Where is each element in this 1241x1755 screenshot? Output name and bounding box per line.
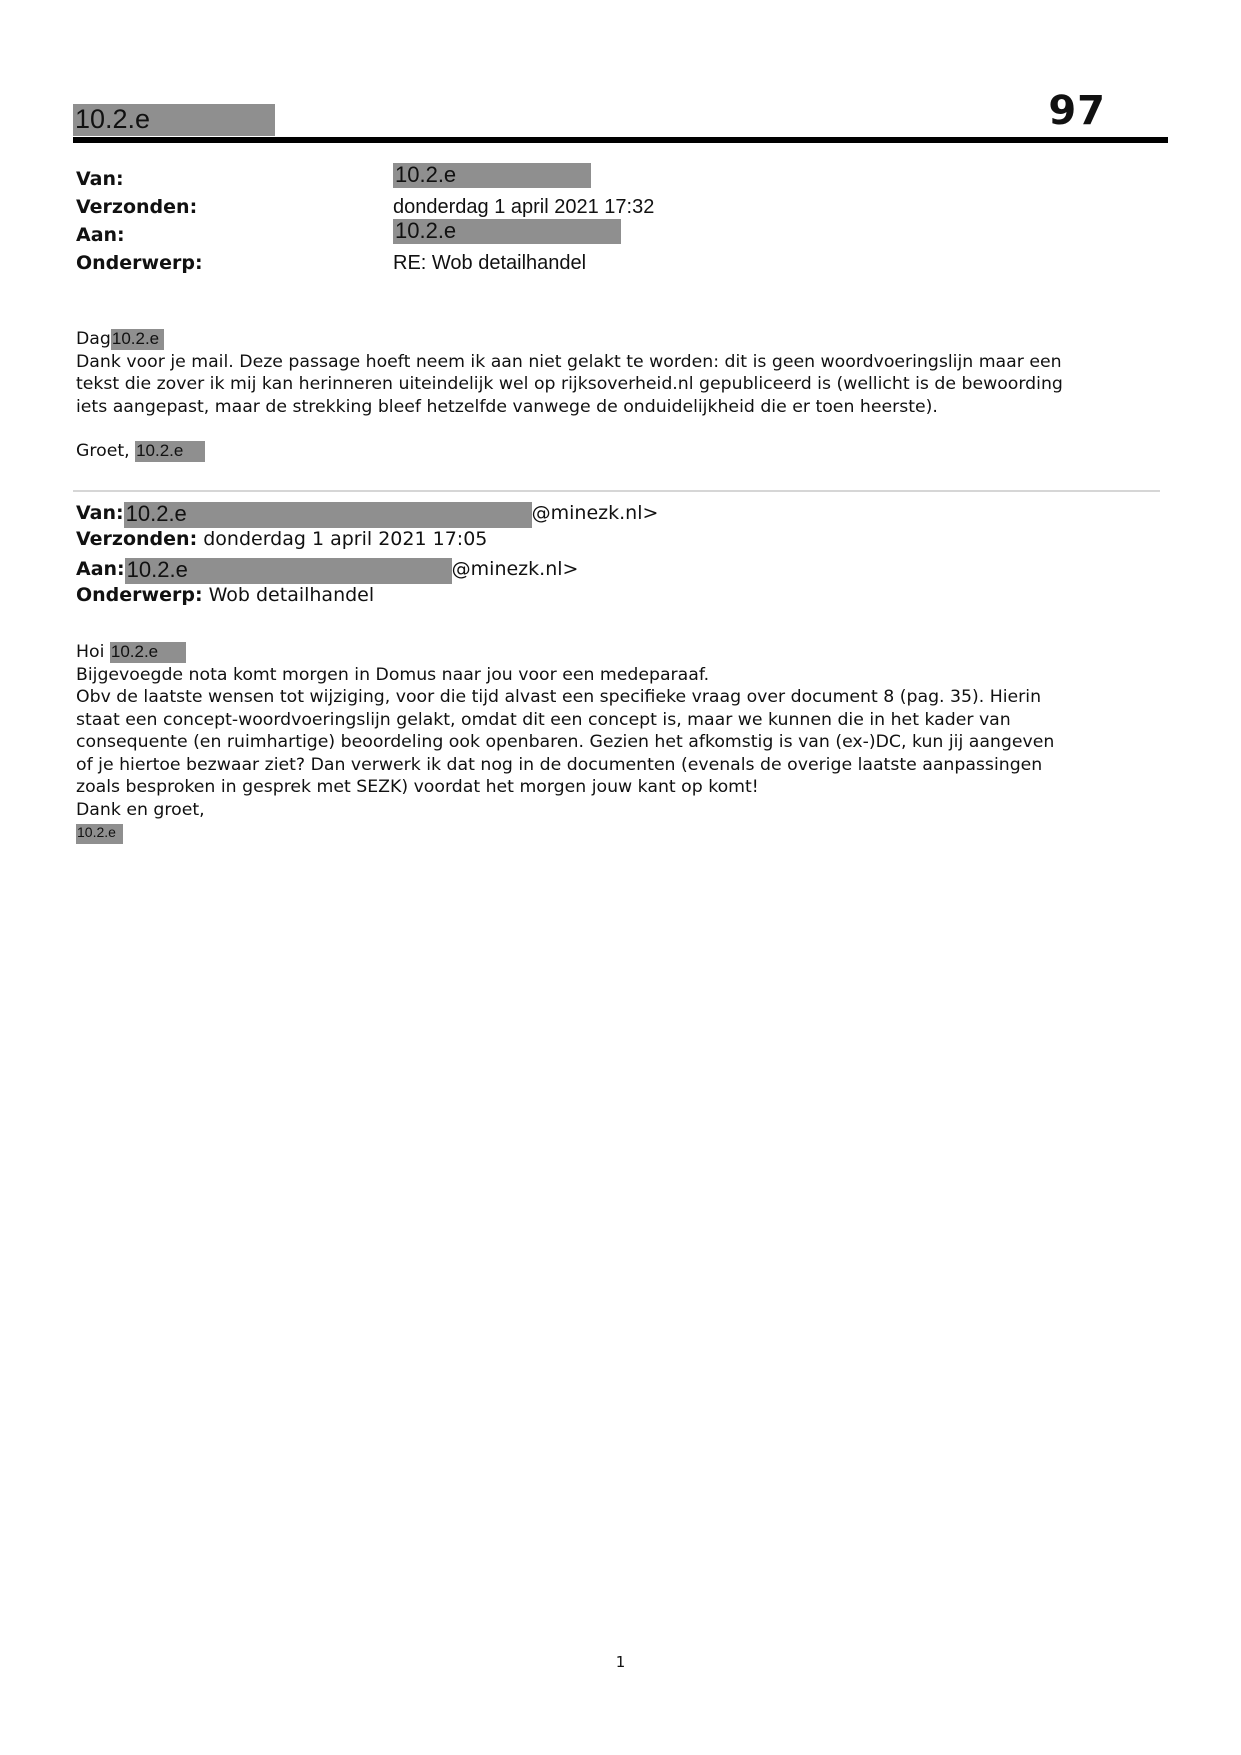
- closing: [76, 440, 1171, 463]
- redaction-box: 10.2.e: [393, 219, 621, 244]
- page-number: 1: [615, 1653, 626, 1671]
- paragraph-line: of je hiertoe bezwaar ziet? Dan verwerk ik dat nog in de documenten (evenals de overige laatste aanpassingen: [76, 754, 1043, 775]
- document-header: [73, 88, 1168, 144]
- greeting-text: Dag: [76, 329, 111, 349]
- sent-label: Verzonden:: [76, 528, 198, 550]
- paragraph-line: Dank en groet,: [76, 799, 205, 820]
- from-domain: @minezk.nl>: [531, 502, 659, 524]
- from-label: Van:: [76, 168, 124, 190]
- paragraph-line: Dank voor je mail. Deze passage hoeft neem ik aan niet gelakt te worden: dit is geen woordvoeringslijn maar een: [76, 351, 1062, 372]
- message-separator: [73, 490, 1160, 492]
- subject-value: RE: Wob detailhandel: [393, 252, 587, 274]
- paragraph-line: iets aangepast, maar de strekking bleef hetzelfde vanwege de onduidelijkheid die er toen heerste).: [76, 396, 938, 417]
- redaction-box: 10.2.e: [125, 558, 452, 584]
- greeting: [76, 328, 1171, 351]
- message2-meta: [76, 500, 658, 612]
- paragraph-line: Obv de laatste wensen tot wijziging, voor die tijd alvast een specifieke vraag over document 8 (pag. 35). Hierin: [76, 687, 1042, 707]
- redaction-box: 10.2.e: [124, 502, 532, 528]
- paragraph-line: Bijgevoegde nota komt morgen in Domus naar jou voor een medeparaaf.: [76, 664, 710, 685]
- meta-row-from: [76, 500, 658, 528]
- header-rule: [73, 137, 1168, 143]
- redaction-box: 10.2.e: [135, 441, 205, 462]
- meta-row-from: [76, 164, 776, 192]
- sent-value: donderdag 1 april 2021 17:32: [393, 196, 655, 218]
- meta-row-subject: [76, 584, 658, 612]
- paragraph-line: consequente (en ruimhartige) beoordeling ook openbaren. Gezien het afkomstig is van (ex-)DC, kun jij aangeven: [76, 732, 1055, 752]
- to-label: Aan:: [76, 224, 125, 246]
- paragraph-line: zoals besproken in gesprek met SEZK) voordat het morgen jouw kant op komt!: [76, 777, 759, 797]
- message1-body: [76, 328, 1171, 463]
- subject-label: Onderwerp:: [76, 252, 203, 274]
- message2-body: [76, 641, 1171, 844]
- meta-row-sent: [76, 528, 658, 556]
- to-label: Aan:: [76, 558, 125, 580]
- to-value: [393, 218, 621, 249]
- signature: [76, 821, 1171, 844]
- meta-row-subject: [76, 248, 776, 276]
- redaction-box: 10.2.e: [393, 163, 591, 188]
- greeting-text: Hoi: [76, 642, 105, 662]
- to-domain: @minezk.nl>: [451, 558, 579, 580]
- redaction-box: 10.2.e: [111, 329, 164, 350]
- meta-row-to: [76, 556, 658, 584]
- redaction-box: 10.2.e: [110, 642, 186, 663]
- paragraph-line: staat een concept-woordvoeringslijn gelakt, omdat dit een concept is, maar we kunnen die in het kader van: [76, 709, 1011, 730]
- from-label: Van:: [76, 502, 124, 524]
- redaction-box: 10.2.e: [76, 824, 123, 844]
- greeting: [76, 641, 1171, 664]
- meta-row-to: [76, 220, 776, 248]
- paragraph-line: tekst die zover ik mij kan herinneren uiteindelijk wel op rijksoverheid.nl gepubliceerd is (wellicht is de bewoording: [76, 374, 1063, 394]
- subject-value: Wob detailhandel: [208, 584, 375, 606]
- closing-text: Groet,: [76, 441, 130, 461]
- message1-meta: [76, 164, 776, 276]
- sent-label: Verzonden:: [76, 196, 198, 218]
- from-value: [393, 162, 591, 193]
- document-number: 97: [1048, 88, 1106, 134]
- redaction-box: 10.2.e: [73, 104, 275, 136]
- subject-label: Onderwerp:: [76, 584, 203, 606]
- meta-row-sent: [76, 192, 776, 220]
- sent-value: donderdag 1 april 2021 17:05: [203, 528, 488, 550]
